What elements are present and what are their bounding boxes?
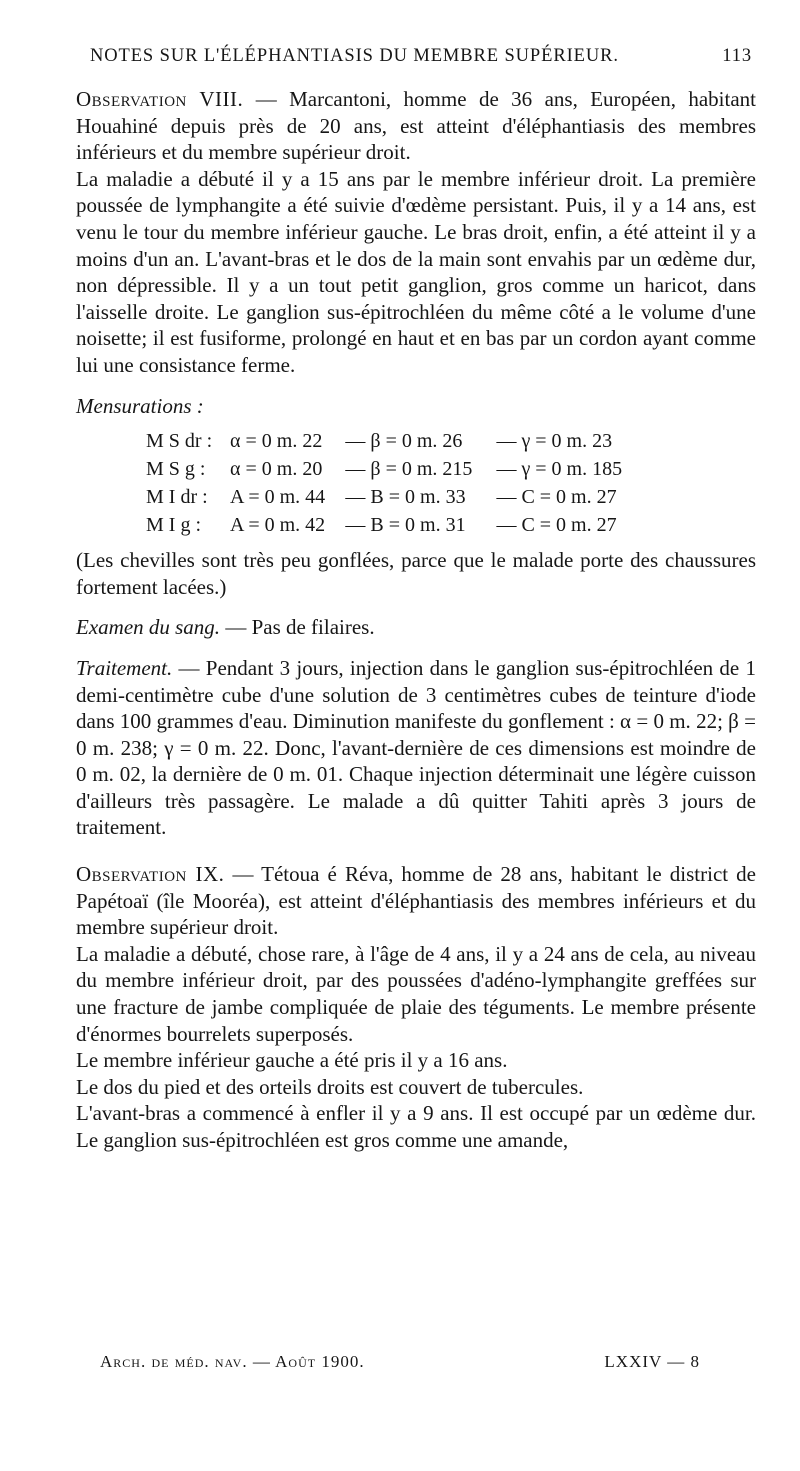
page-header (90, 46, 752, 67)
observation-9-history: La maladie a débuté, chose rare, à l'âge de 4 ans, il y a 24 ans de cela, au niveau du membre inférieur droit, par des poussées d'adéno-lymphangite greffées sur une fracture de jambe compliquée de plaie des téguments. Le membre présente d'énormes bourrelets superposés. (76, 941, 756, 1046)
measurements-table (142, 427, 642, 539)
observation-8-history: La maladie a débuté il y a 15 ans par le membre inférieur droit. La première poussée de lymphangite a été suivie d'œdème persistant. Puis, il y a 14 ans, est venu le tour du membre inférieur gauche. Le bras droit, enfin, a été atteint il y a moins d'un an. L'avant-bras et le dos de la main sont envahis par un œdème dur, non dépressible. Il y a un tout petit ganglion, gros comme un haricot, dans l'aisselle droite. Le ganglion sus-épitrochléen du même côté a le volume d'une noisette; il est fusiforme, prolongé en haut et en bas par un cordon ayant comme lui une consistance ferme. (76, 166, 756, 377)
observation-9-intro: Observation IX. — Tétoua é Réva, homme de 28 ans, habitant le district de Papétoaï (île Mooréa), est atteint d'éléphantiasis des membres inférieurs et du membre supérieur droit. (76, 862, 756, 940)
treatment: Traitement. — Pendant 3 jours, injection dans le ganglion sus-épitrochléen de 1 demi-centimètre cube d'une solution de 3 centimètres cubes de teinture d'iode dans 100 grammes d'eau. Diminution manifeste du gonflement : α = 0 m. 22; β = 0 m. 238; γ = 0 m. 22. Donc, l'avant-dernière de ces dimensions est moindre de 0 m. 02, la dernière de 0 m. 01. Chaque injection déterminait une légère cuisson d'ailleurs très passagère. Le malade a dû quitter Tahiti après 3 jours de traitement. (76, 655, 756, 840)
observation-9-forearm: L'avant-bras a commencé à enfler il y a 9 ans. Il est occupé par un œdème dur. Le ganglion sus-épitrochléen est gros comme une amande, (76, 1101, 756, 1152)
running-title: NOTES SUR L'ÉLÉPHANTIASIS DU MEMBRE SUPÉRIEUR. (90, 46, 619, 66)
mensurations-label: Mensurations : (76, 393, 204, 418)
blood-exam-label: Examen du sang. (76, 615, 221, 640)
page-footer (100, 1352, 700, 1372)
chevilles-note: (Les chevilles sont très peu gonflées, parce que le malade porte des chaussures fortement lacées.) (76, 548, 756, 599)
treatment-label: Traitement. (76, 655, 173, 680)
observation-9-foot: Le dos du pied et des orteils droits est couvert de tubercules. (76, 1074, 584, 1099)
observation-8-heading: Observation VIII. (76, 87, 244, 111)
observation-9-heading: Observation IX. (76, 862, 225, 887)
measurement-row: M S g : α = 0 m. 20 — β = 0 m. 215 — γ = 0 m. 185 (146, 457, 623, 480)
measurement-row: M I dr : A = 0 m. 44 — B = 0 m. 33 — C = 0 m. 27 (146, 485, 617, 508)
measurement-row: M I g : A = 0 m. 42 — B = 0 m. 31 — C = 0 m. 27 (146, 513, 617, 536)
journal-citation: Arch. de méd. nav. — Août 1900. (100, 1352, 365, 1371)
body-text (76, 86, 756, 1154)
page-number: 113 (722, 46, 752, 66)
observation-9-left-limb: Le membre inférieur gauche a été pris il y a 16 ans. (76, 1048, 508, 1073)
observation-8-intro: Observation VIII. — Marcantoni, homme de 36 ans, Européen, habitant Houahiné depuis près de 20 ans, est atteint d'éléphantiasis des membres inférieurs et du membre supérieur droit. (76, 87, 756, 165)
measurement-row: M S dr : α = 0 m. 22 — β = 0 m. 26 — γ = 0 m. 23 (146, 429, 613, 452)
signature-mark: LXXIV — 8 (604, 1352, 700, 1371)
blood-exam: Examen du sang. — Pas de filaires. (76, 615, 375, 640)
